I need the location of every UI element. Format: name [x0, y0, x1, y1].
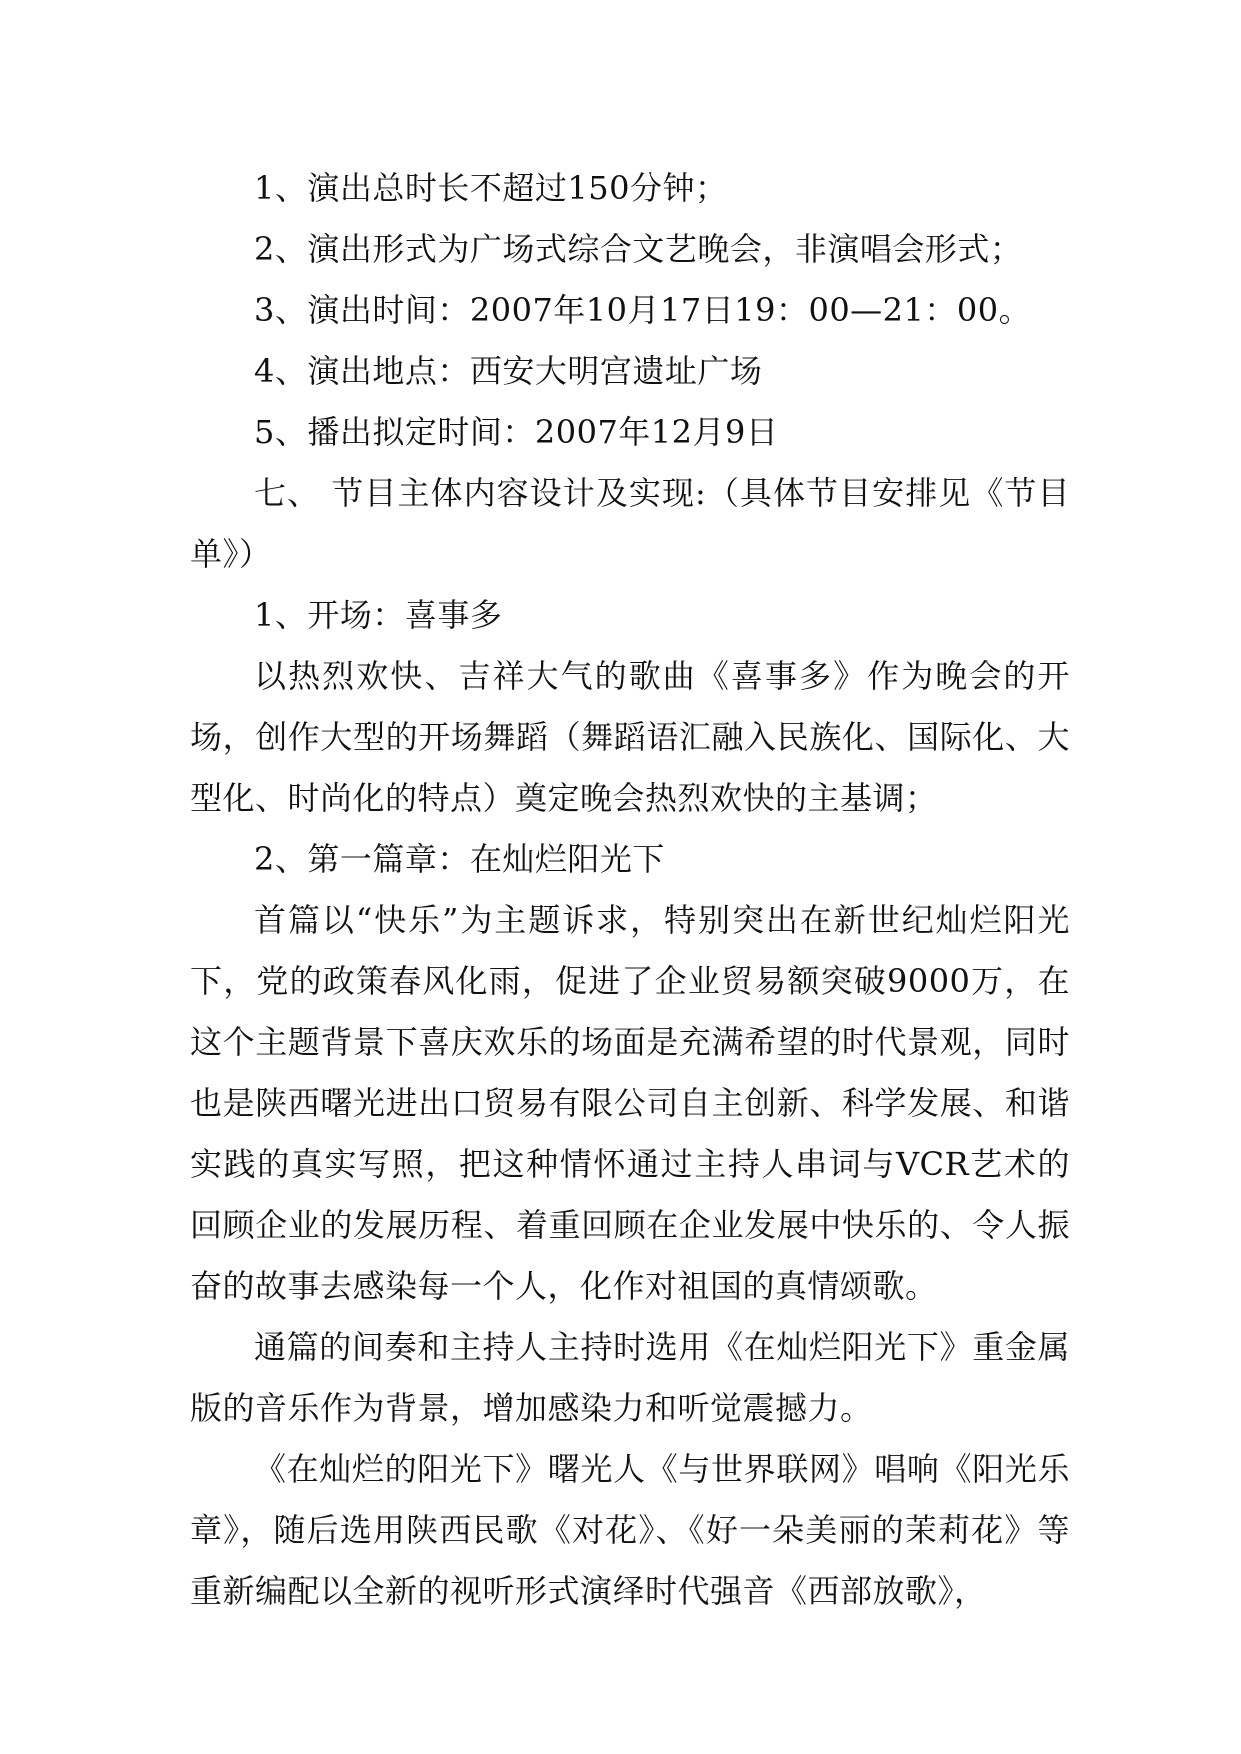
paragraph-broadcast-date: 5、播出拟定时间：2007年12月9日: [254, 413, 779, 451]
paragraph-opening-body: 以热烈欢快、吉祥大气的歌曲《喜事多》作为晚会的开场，创作大型的开场舞蹈（舞蹈语汇融入民族化、国际化、大型化、时尚化的特点）奠定晚会热烈欢快的主基调；: [190, 657, 1070, 817]
document-body: [190, 158, 1070, 1622]
section-heading-program-design: 七、 节目主体内容设计及实现:（具体节目安排见《节目单》）: [190, 474, 1070, 573]
paragraph-opening-title: 1、开场：喜事多: [254, 596, 503, 634]
paragraph-songs: 《在灿烂的阳光下》曙光人《与世界联网》唱响《阳光乐章》，随后选用陕西民歌《对花》、《好一朵美丽的茉莉花》等重新编配以全新的视听形式演绎时代强音《西部放歌》，: [190, 1450, 1070, 1610]
paragraph-time: 3、演出时间：2007年10月17日19：00—21：00。: [254, 291, 1032, 329]
paragraph-venue: 4、演出地点：西安大明宫遗址广场: [254, 352, 763, 390]
paragraph-chapter-one-title: 2、第一篇章：在灿烂阳光下: [254, 840, 665, 878]
paragraph-chapter-one-body: 首篇以“快乐”为主题诉求，特别突出在新世纪灿烂阳光下，党的政策春风化雨，促进了企业贸易额突破9000万，在这个主题背景下喜庆欢乐的场面是充满希望的时代景观，同时也是陕西曙光进出口贸易有限公司自主创新、科学发展、和谐实践的真实写照，把这种情怀通过主持人串词与VCR艺术的回顾企业的发展历程、着重回顾在企业发展中快乐的、令人振奋的故事去感染每一个人，化作对祖国的真情颂歌。: [190, 901, 1070, 1305]
paragraph-format: 2、演出形式为广场式综合文艺晚会，非演唱会形式；: [254, 230, 1023, 268]
paragraph-interlude: 通篇的间奏和主持人主持时选用《在灿烂阳光下》重金属版的音乐作为背景，增加感染力和听觉震撼力。: [190, 1328, 1070, 1427]
paragraph-duration: 1、演出总时长不超过150分钟；: [254, 169, 728, 207]
